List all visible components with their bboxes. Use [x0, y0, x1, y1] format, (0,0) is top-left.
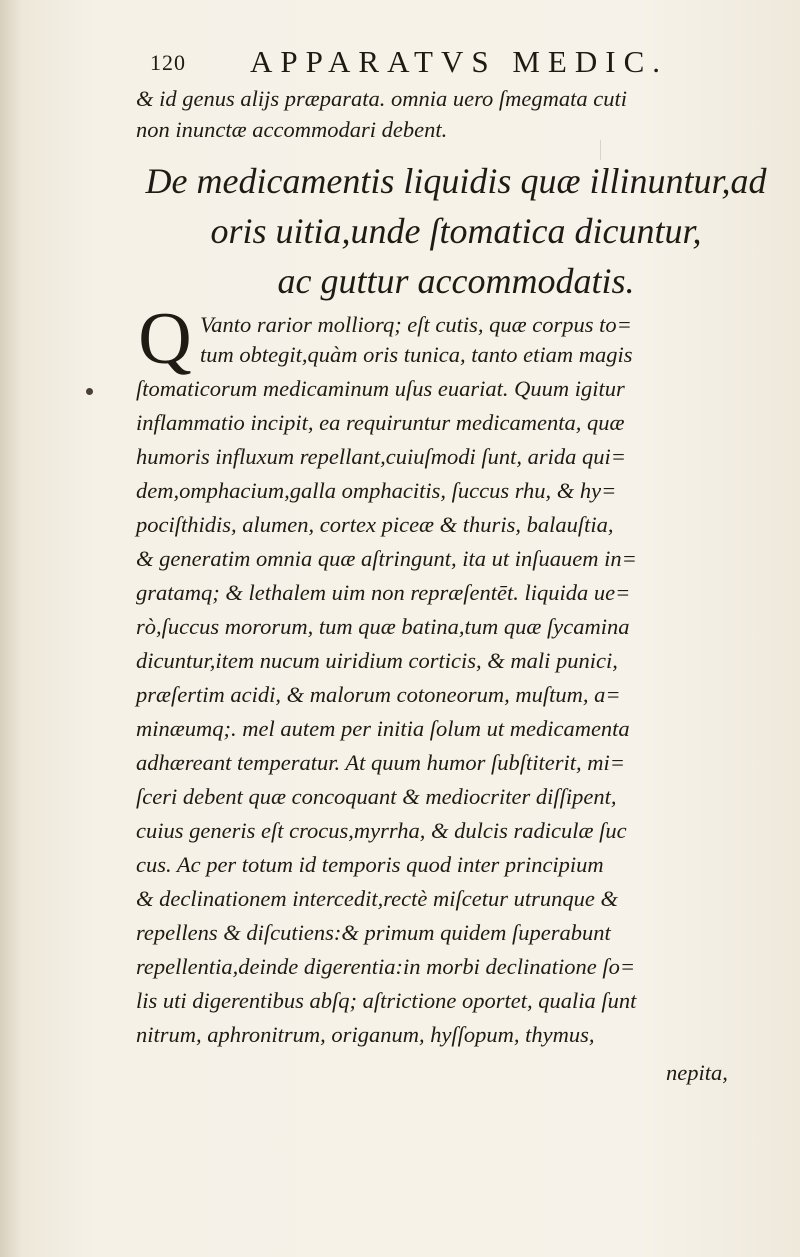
gutter-shadow	[0, 0, 22, 1257]
text-line: præſertim acidi, & malorum cotoneorum, muſtum, a=	[136, 682, 621, 707]
catchword: nepita,	[666, 1060, 728, 1085]
text-line: cuius generis eſt crocus,myrrha, & dulcis radiculæ ſuc	[136, 818, 627, 843]
heading-line: oris uitia,unde ſtomatica dicuntur,	[210, 211, 702, 251]
text-line: pociſthidis, alumen, cortex piceæ & thuris, balauſtia,	[136, 512, 614, 537]
text-line: adhæreant temperatur. At quum humor ſubſtiterit, mi=	[136, 750, 625, 775]
text-line: cus. Ac per totum id temporis quod inter principium	[136, 852, 604, 877]
paper-mark	[600, 140, 601, 160]
text-line: & declinationem intercedit,rectè miſcetur utrunque &	[136, 886, 618, 911]
text-line: minæumq;. mel autem per initia ſolum ut medicamenta	[136, 716, 630, 741]
text-line: nitrum, aphronitrum, origanum, hyſſopum, thymus,	[136, 1022, 595, 1047]
drop-cap: Q	[138, 298, 192, 380]
running-head	[150, 44, 710, 84]
text-line: & id genus alijs præparata. omnia uero ſmegmata cuti	[136, 86, 628, 111]
heading-line: De medicamentis liquidis quæ illinuntur,ad	[145, 161, 767, 201]
text-line: gratamq; & lethalem uim non repræſentēt. liquida ue=	[136, 580, 631, 605]
text-line: repellentia,deinde digerentia:in morbi declinatione ſo=	[136, 954, 636, 979]
text-line: ſtomaticorum medicaminum uſus euariat. Quum igitur	[136, 376, 625, 401]
text-line: lis uti digerentibus abſq; aſtrictione oportet, qualia ſunt	[136, 988, 637, 1013]
text-line: repellens & diſcutiens:& primum quidem ſuperabunt	[136, 920, 611, 945]
page-number: 120	[150, 50, 186, 75]
text-line: & generatim omnia quæ aſtringunt, ita ut inſuauem in=	[136, 546, 637, 571]
heading-line: ac guttur accommodatis.	[277, 261, 635, 301]
text-line: dicuntur,item nucum uiridium corticis, & mali punici,	[136, 648, 618, 673]
running-title: APPARATVS MEDIC.	[250, 44, 668, 79]
text-line: dem,omphacium,galla omphacitis, ſuccus rhu, & hy=	[136, 478, 617, 503]
text-line: Vanto rarior molliorq; eſt cutis, quæ corpus to=	[200, 312, 632, 337]
text-line: inflammatio incipit, ea requiruntur medicamenta, quæ	[136, 410, 625, 435]
margin-dot	[86, 388, 93, 395]
text-line: non inunctæ accommodari debent.	[136, 117, 448, 142]
text-line: rò,ſuccus mororum, tum quæ batina,tum quæ ſycamina	[136, 614, 630, 639]
text-line: humoris influxum repellant,cuiuſmodi ſunt, arida qui=	[136, 444, 626, 469]
text-line: tum obtegit,quàm oris tunica, tanto etiam magis	[200, 342, 633, 367]
text-line: ſceri debent quæ concoquant & mediocriter diſſipent,	[136, 784, 617, 809]
